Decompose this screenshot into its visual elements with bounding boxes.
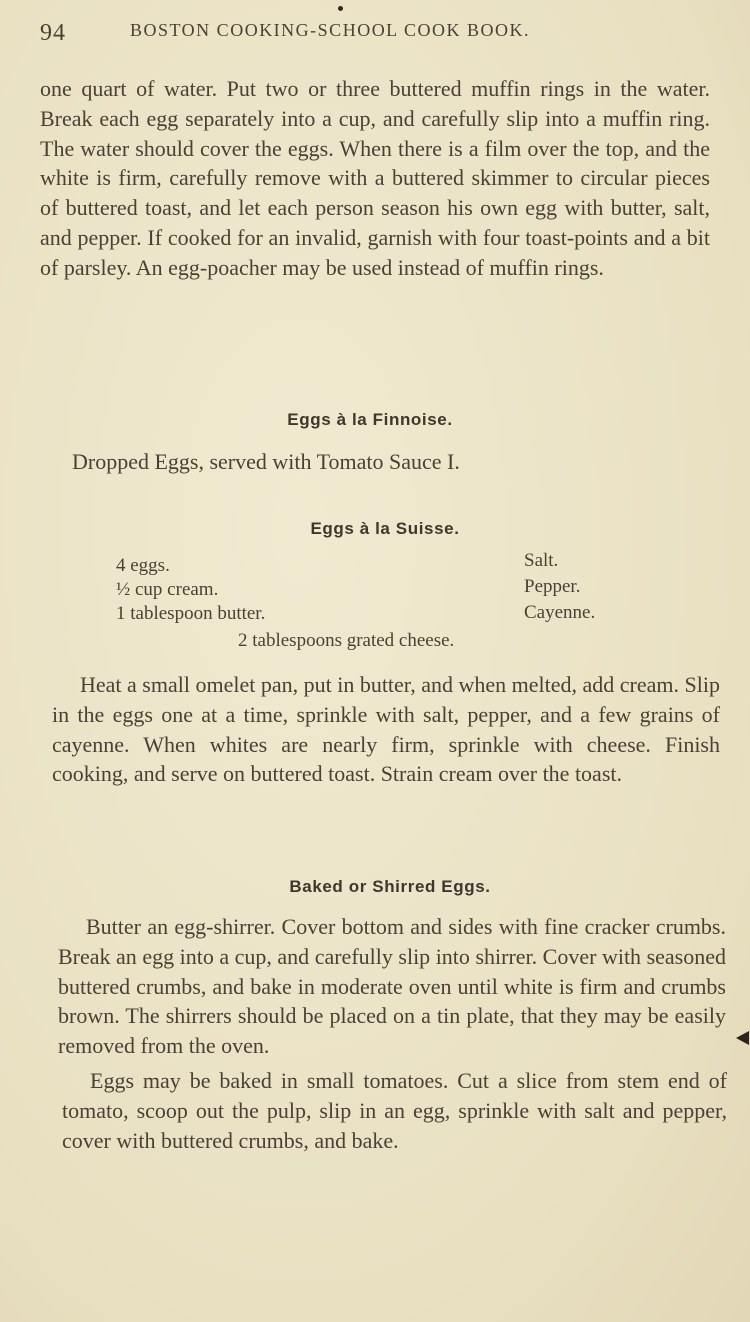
ink-dot-mark [338,6,343,11]
ingredient-item: 4 eggs. [116,555,170,576]
book-title: BOSTON COOKING-SCHOOL COOK BOOK. [130,20,531,40]
recipe-body-finnoise: Dropped Eggs, served with Tomato Sauce I. [72,449,460,474]
ingredient-item: Salt. [524,550,559,571]
recipe-title-finnoise: Eggs à la Finnoise. [287,410,453,429]
ingredient-item: Cayenne. [524,602,596,623]
recipe-body-suisse: Heat a small omelet pan, put in butter, and when melted, add cream. Slip in the eggs one at a time, sprinkle with salt, pepper, and a few grains of cayenne. When whites are nearly firm, sprinkle with cheese. Finish cooking, and serve on buttered toast. Strain cream over the toast. [52,672,720,787]
ingredient-item: ½ cup cream. [116,579,219,600]
ingredient-column-left [116,554,265,626]
ingredient-item: Pepper. [524,576,581,597]
recipe-body-shirred: Butter an egg-shirrer. Cover bottom and sides with fine cracker crumbs. Break an egg into a cup, and carefully slip into shirrer. Cover with seasoned buttered crumbs, and bake in moderate oven until white is firm and crumbs brown. The shirrers should be placed on a tin plate, that they may be easily removed from the oven. [58,914,726,1059]
recipe-body-shirred-tomatoes: Eggs may be baked in small tomatoes. Cut a slice from stem end of tomato, scoop out the pulp, slip in an egg, sprinkle with salt and pepper, cover with buttered crumbs, and bake. [62,1068,727,1153]
ingredient-column-right [524,548,595,626]
running-head [40,18,720,48]
intro-paragraph: one quart of water. Put two or three buttered muffin rings in the water. Break each egg separately into a cup, and carefully slip into a muffin ring. The water should cover the eggs. When there is a film over the top, and the white is firm, carefully remove with a buttered skimmer to circular pieces of buttered toast, and let each person season his own egg with butter, salt, and pepper. If cooked for an invalid, garnish with four toast-points and a bit of parsley. An egg-poacher may be used instead of muffin rings. [40,76,710,280]
recipe-title-shirred: Baked or Shirred Eggs. [289,877,491,896]
ingredient-item: 1 tablespoon butter. [116,603,266,624]
recipe-title-suisse: Eggs à la Suisse. [310,519,460,538]
page-number: 94 [40,20,66,46]
ingredient-list-suisse [116,548,676,658]
margin-arrow-mark [736,1031,749,1045]
ingredient-item: 2 tablespoons grated cheese. [238,630,455,651]
ingredient-center-line [238,629,454,653]
